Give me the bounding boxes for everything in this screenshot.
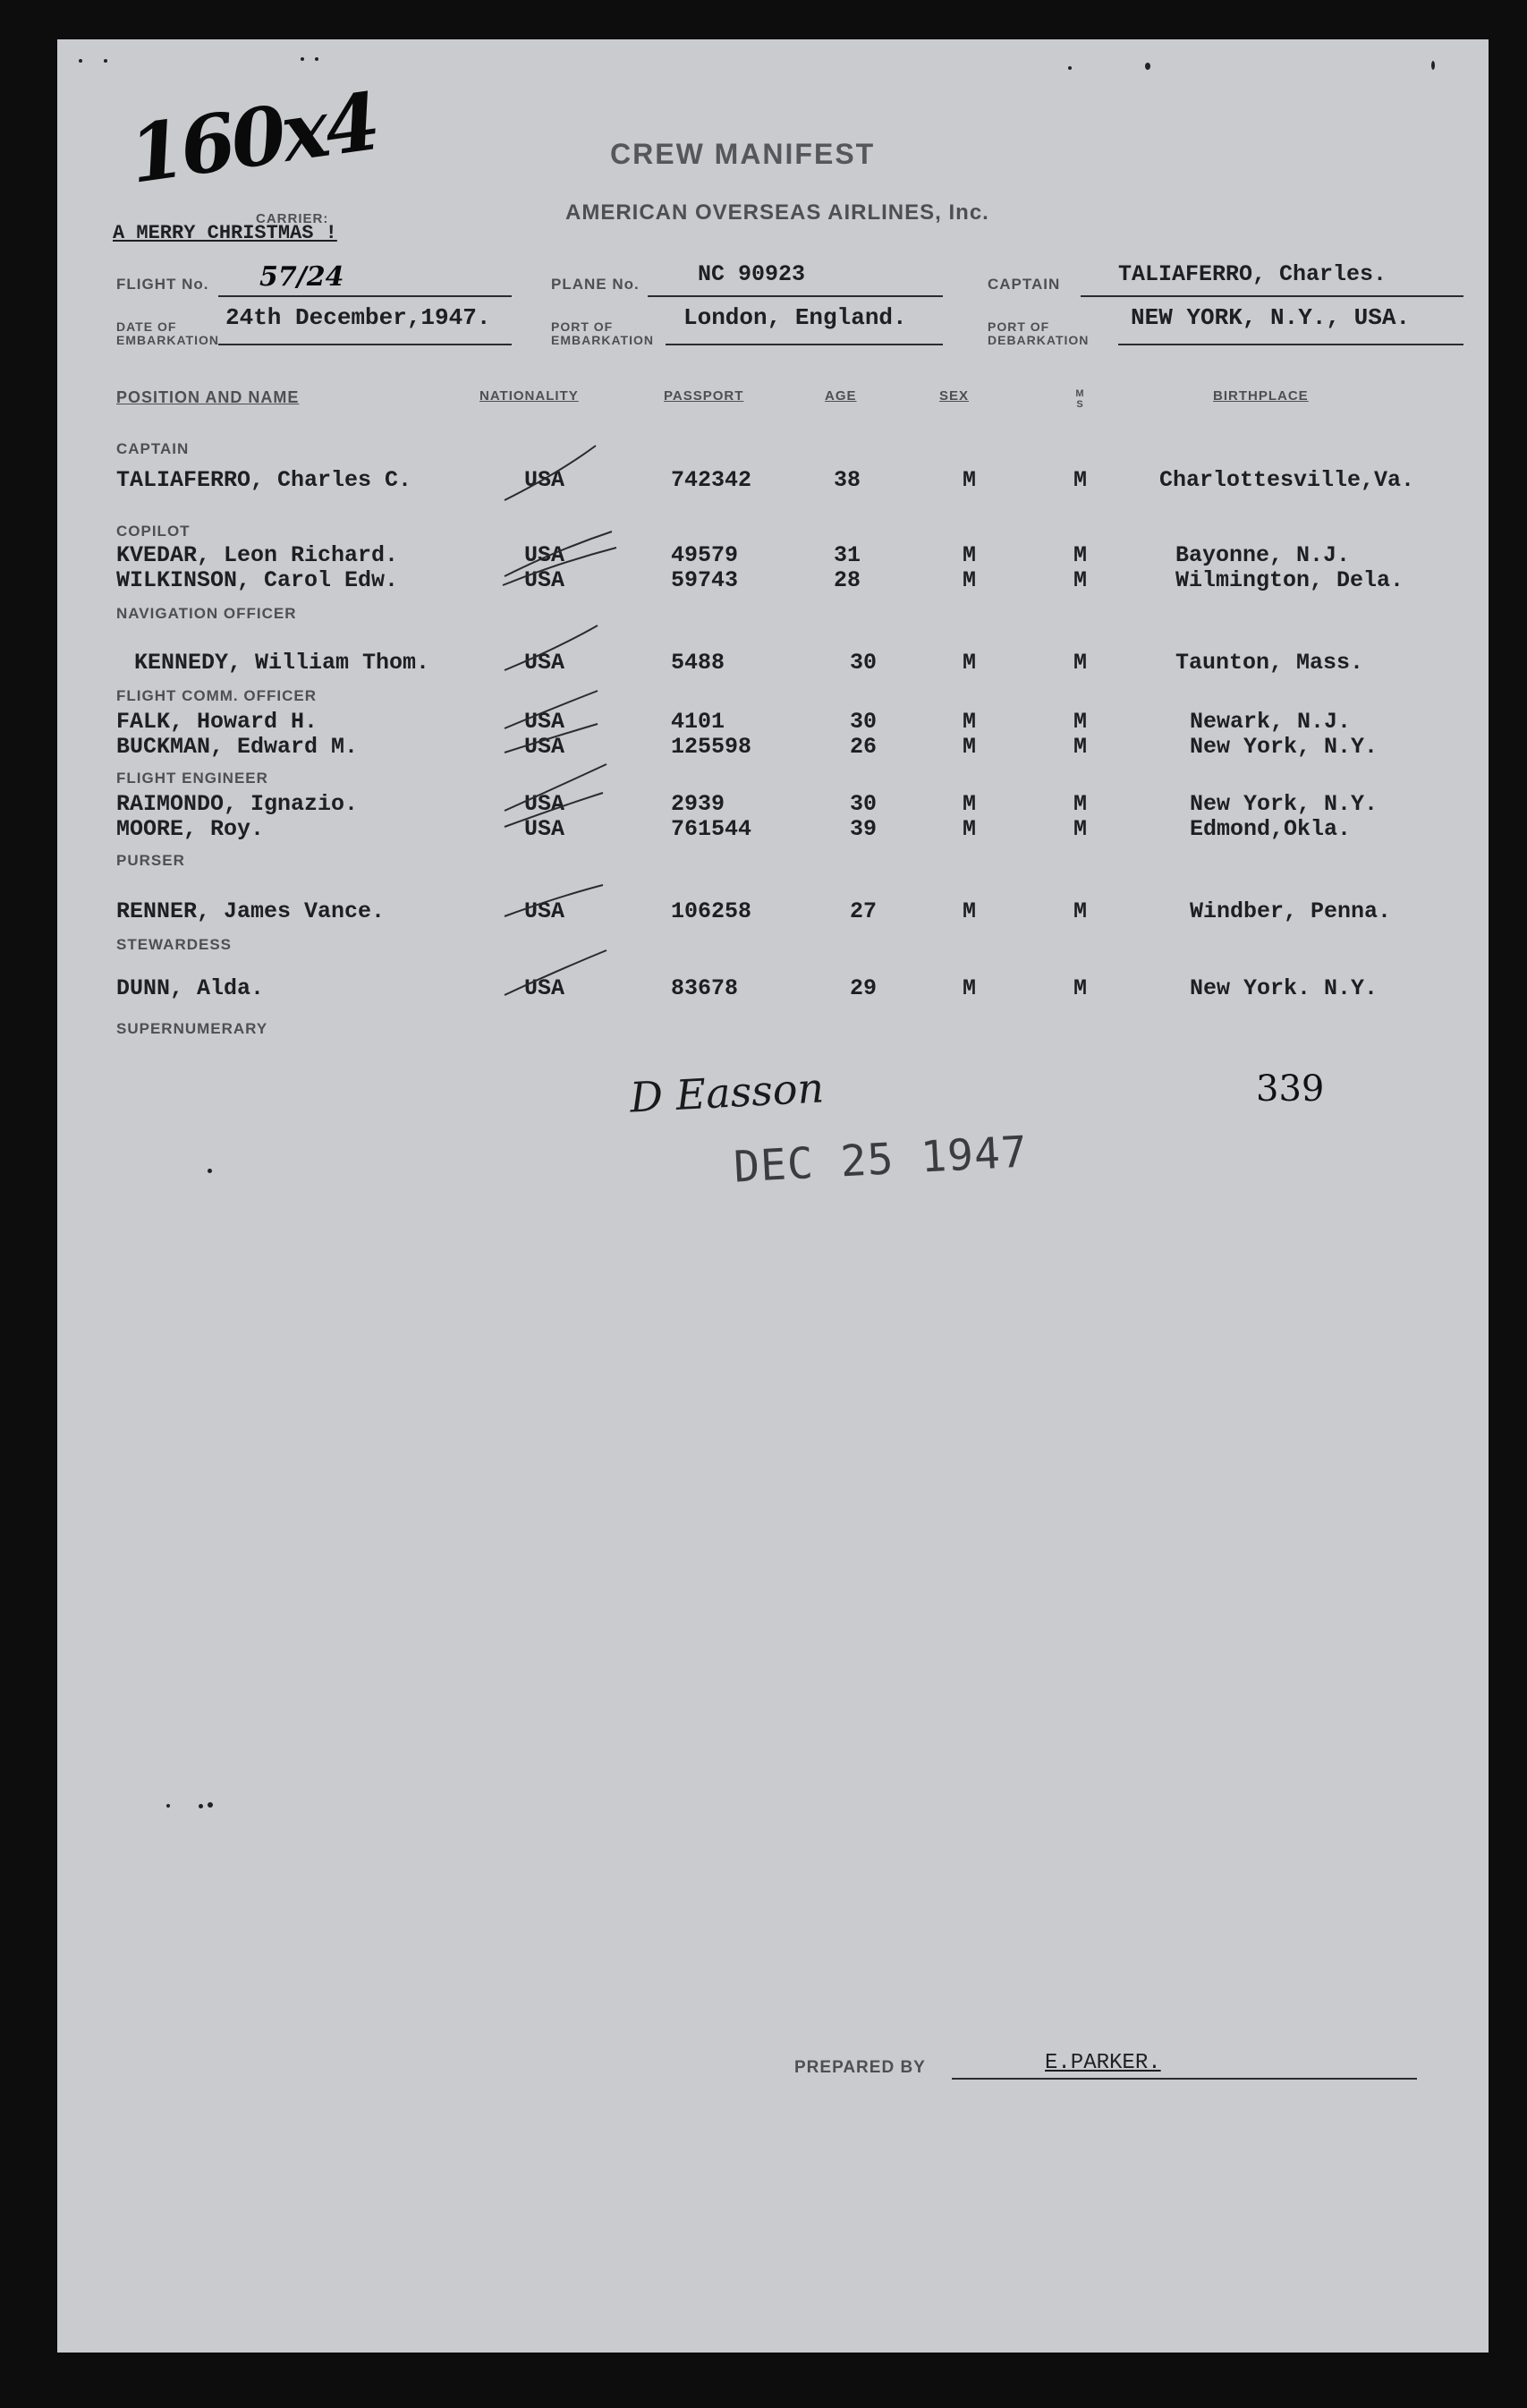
- crew-name: BUCKMAN, Edward M.: [116, 734, 359, 760]
- crew-age: 28: [834, 567, 861, 593]
- crew-birthplace: New York. N.Y.: [1190, 975, 1379, 1001]
- col-age: AGE: [825, 388, 857, 404]
- crew-ms: M: [1073, 467, 1088, 493]
- crew-sex: M: [963, 898, 977, 924]
- crew-passport: 59743: [671, 567, 739, 593]
- crew-age: 39: [850, 816, 878, 842]
- crew-birthplace: Edmond,Okla.: [1190, 816, 1352, 842]
- crew-sex: M: [963, 709, 977, 735]
- section-copilot: COPILOT: [116, 523, 191, 540]
- section-supernumerary: SUPERNUMERARY: [116, 1020, 268, 1037]
- col-birthplace: BIRTHPLACE: [1213, 388, 1309, 404]
- section-navigation: NAVIGATION OFFICER: [116, 605, 297, 622]
- section-stewardess: STEWARDESS: [116, 936, 233, 953]
- crew-nationality: USA: [524, 975, 565, 1001]
- manifest-sheet: [57, 39, 1489, 2353]
- section-comm: FLIGHT COMM. OFFICER: [116, 687, 317, 704]
- greeting-text: A MERRY CHRISTMAS !: [113, 222, 337, 244]
- col-ms: M S: [1075, 388, 1084, 410]
- crew-birthplace: New York, N.Y.: [1190, 734, 1379, 760]
- crew-name: TALIAFERRO, Charles C.: [116, 467, 412, 493]
- crew-age: 29: [850, 975, 878, 1001]
- section-purser: PURSER: [116, 852, 185, 869]
- flight-label: FLIGHT No.: [116, 276, 209, 293]
- crew-birthplace: Charlottesville,Va.: [1159, 467, 1415, 493]
- crew-sex: M: [963, 467, 977, 493]
- crew-sex: M: [963, 791, 977, 817]
- crew-nationality: USA: [524, 467, 565, 493]
- crew-birthplace: Newark, N.J.: [1190, 709, 1352, 735]
- crew-name: MOORE, Roy.: [116, 816, 265, 842]
- date-stamp: DEC 25 1947: [732, 1127, 1030, 1193]
- crew-birthplace: Wilmington, Dela.: [1175, 567, 1404, 593]
- crew-passport: 49579: [671, 542, 739, 568]
- crew-age: 31: [834, 542, 861, 568]
- crew-passport: 106258: [671, 898, 752, 924]
- crew-name: WILKINSON, Carol Edw.: [116, 567, 399, 593]
- page-number: 339: [1256, 1068, 1325, 1110]
- crew-passport: 83678: [671, 975, 739, 1001]
- crew-sex: M: [963, 567, 977, 593]
- crew-sex: M: [963, 975, 977, 1001]
- port-embarkation-label: PORT OF EMBARKATION: [551, 319, 654, 347]
- crew-birthplace: New York, N.Y.: [1190, 791, 1379, 817]
- plane-value: NC 90923: [698, 261, 806, 287]
- crew-name: DUNN, Alda.: [116, 975, 265, 1001]
- crew-ms: M: [1073, 567, 1088, 593]
- carrier-label: CARRIER:: [256, 211, 329, 226]
- crew-age: 27: [850, 898, 878, 924]
- crew-passport: 2939: [671, 791, 725, 817]
- crew-nationality: USA: [524, 567, 565, 593]
- col-nationality: NATIONALITY: [479, 388, 579, 404]
- crew-passport: 4101: [671, 709, 725, 735]
- crew-ms: M: [1073, 816, 1088, 842]
- captain-label: CAPTAIN: [988, 276, 1061, 293]
- crew-ms: M: [1073, 975, 1088, 1001]
- crew-nationality: USA: [524, 734, 565, 760]
- crew-name: RAIMONDO, Ignazio.: [116, 791, 359, 817]
- crew-name: FALK, Howard H.: [116, 709, 318, 735]
- page-title: CREW MANIFEST: [610, 138, 876, 170]
- crew-nationality: USA: [524, 542, 565, 568]
- crew-ms: M: [1073, 650, 1088, 676]
- crew-passport: 5488: [671, 650, 725, 676]
- section-engineer: FLIGHT ENGINEER: [116, 770, 268, 787]
- captain-value: TALIAFERRO, Charles.: [1118, 261, 1387, 287]
- crew-age: 26: [850, 734, 878, 760]
- crew-ms: M: [1073, 734, 1088, 760]
- crew-age: 30: [850, 709, 878, 735]
- crew-sex: M: [963, 650, 977, 676]
- crew-name: KVEDAR, Leon Richard.: [116, 542, 399, 568]
- date-value: 24th December,1947.: [225, 304, 491, 331]
- prepared-by-label: PREPARED BY: [794, 2058, 926, 2077]
- crew-sex: M: [963, 816, 977, 842]
- crew-ms: M: [1073, 542, 1088, 568]
- prepared-by-value: E.PARKER.: [1045, 2051, 1161, 2075]
- check-marks: [57, 39, 1489, 1113]
- crew-birthplace: Bayonne, N.J.: [1175, 542, 1351, 568]
- flight-value: 57/24: [259, 261, 344, 293]
- signature: D Easson: [628, 1063, 826, 1122]
- port-debarkation-label: PORT OF DEBARKATION: [988, 319, 1090, 347]
- col-sex: SEX: [939, 388, 970, 404]
- port-embarkation-value: London, England.: [683, 304, 907, 331]
- col-passport: PASSPORT: [664, 388, 744, 404]
- handwritten-note: 160x4: [123, 74, 383, 201]
- crew-passport: 125598: [671, 734, 752, 760]
- crew-age: 30: [850, 650, 878, 676]
- crew-age: 38: [834, 467, 861, 493]
- crew-ms: M: [1073, 791, 1088, 817]
- crew-passport: 742342: [671, 467, 752, 493]
- carrier-value: AMERICAN OVERSEAS AIRLINES, Inc.: [565, 200, 989, 225]
- plane-label: PLANE No.: [551, 276, 640, 293]
- crew-nationality: USA: [524, 816, 565, 842]
- crew-name: RENNER, James Vance.: [116, 898, 386, 924]
- crew-nationality: USA: [524, 650, 565, 676]
- port-debarkation-value: NEW YORK, N.Y., USA.: [1131, 304, 1411, 331]
- crew-nationality: USA: [524, 791, 565, 817]
- crew-birthplace: Windber, Penna.: [1190, 898, 1392, 924]
- date-label: DATE OF EMBARKATION: [116, 319, 219, 347]
- crew-birthplace: Taunton, Mass.: [1175, 650, 1364, 676]
- crew-nationality: USA: [524, 898, 565, 924]
- crew-sex: M: [963, 542, 977, 568]
- crew-sex: M: [963, 734, 977, 760]
- crew-name: KENNEDY, William Thom.: [134, 650, 430, 676]
- section-captain: CAPTAIN: [116, 440, 190, 457]
- crew-ms: M: [1073, 709, 1088, 735]
- crew-age: 30: [850, 791, 878, 817]
- crew-ms: M: [1073, 898, 1088, 924]
- crew-passport: 761544: [671, 816, 752, 842]
- col-position-name: POSITION AND NAME: [116, 388, 300, 406]
- crew-nationality: USA: [524, 709, 565, 735]
